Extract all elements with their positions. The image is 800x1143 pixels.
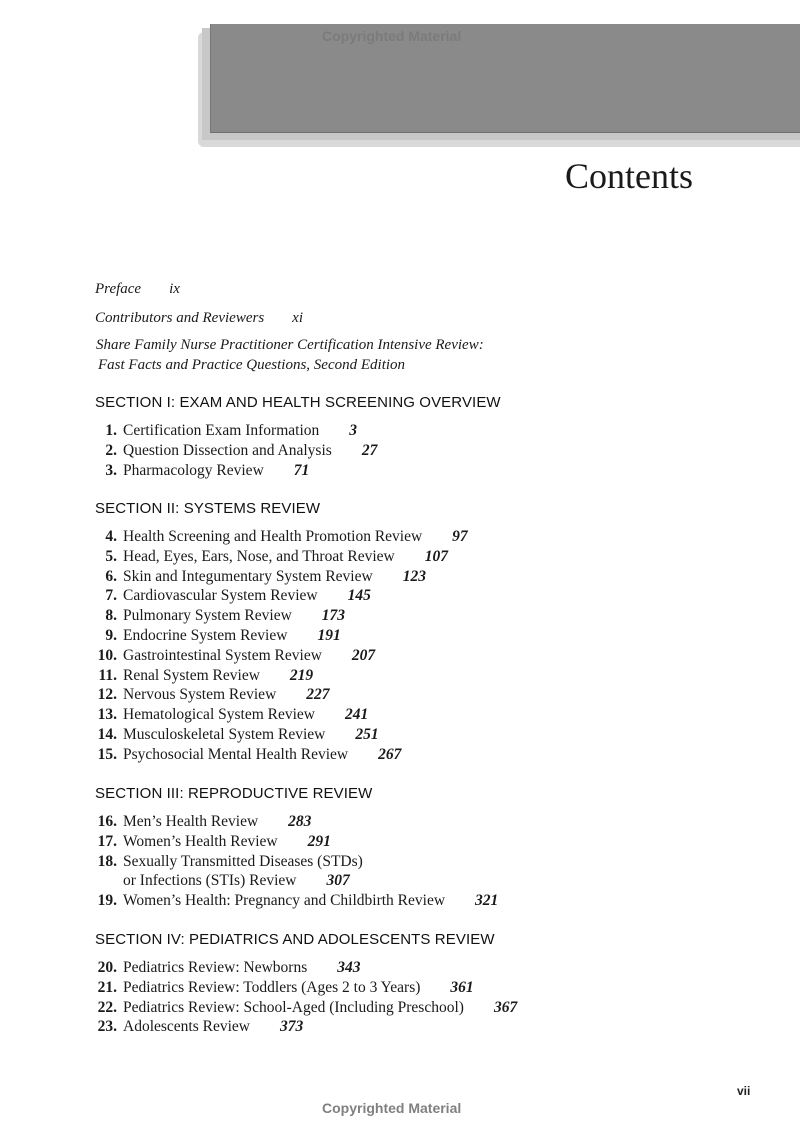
chapter-page: 307 (326, 872, 350, 890)
chapter-entry[interactable] (95, 745, 468, 765)
chapter-entry[interactable] (95, 606, 468, 626)
chapter-title: Sexually Transmitted Diseases (STDs) (123, 852, 363, 870)
chapter-entry[interactable] (95, 832, 498, 852)
chapter-entry[interactable] (95, 852, 498, 872)
chapter-entry[interactable] (95, 441, 377, 461)
chapter-title: Pediatrics Review: Newborns (123, 959, 308, 976)
chapter-entry[interactable] (95, 567, 468, 587)
chapter-title: Head, Eyes, Ears, Nose, and Throat Review (123, 547, 395, 565)
chapter-entry[interactable] (95, 646, 468, 666)
chapter-page: 241 (345, 706, 369, 724)
chapter-page: 283 (288, 813, 312, 830)
chapter-entry[interactable] (95, 998, 517, 1018)
page-title: Contents (565, 156, 694, 196)
chapter-title: Psychosocial Mental Health Review (123, 745, 349, 763)
chapter-entry[interactable] (95, 725, 468, 745)
chapter-title: Hematological System Review (123, 706, 315, 724)
book-title-line1: Share Family Nurse Practitioner Certification Intensive Review: (96, 337, 484, 353)
chapter-entry-continued[interactable] (95, 871, 498, 891)
watermark-top: Copyrighted Material (322, 28, 462, 44)
chapter-entry[interactable] (95, 626, 468, 646)
chapter-title-continued: or Infections (STIs) Review (123, 872, 297, 890)
chapter-number: 6. (105, 567, 117, 585)
chapter-page: 71 (293, 461, 310, 479)
chapter-title: Gastrointestinal System Review (123, 646, 322, 664)
chapter-entry[interactable] (95, 812, 498, 832)
chapter-page: 191 (317, 626, 341, 644)
chapter-number: 13. (97, 706, 117, 724)
chapter-page: 207 (351, 646, 376, 664)
chapter-number: 15. (97, 745, 117, 763)
chapter-title: Adolescents Review (123, 1018, 250, 1036)
chapter-entry[interactable] (95, 1017, 517, 1037)
front-matter-label: Preface (95, 281, 142, 297)
section-heading: SECTION I: EXAM AND HEALTH SCREENING OVERVIEW (95, 394, 501, 411)
chapter-number: 21. (97, 978, 117, 996)
chapter-entry[interactable] (95, 685, 468, 705)
chapter-title: Renal System Review (123, 666, 260, 684)
watermark-bottom: Copyrighted Material (322, 1100, 462, 1116)
chapter-title: Pharmacology Review (123, 461, 264, 479)
chapter-page: 343 (337, 959, 361, 976)
chapter-number: 10. (97, 646, 117, 664)
chapter-title: Health Screening and Health Promotion Review (123, 528, 423, 545)
chapter-number: 16. (97, 813, 117, 830)
chapter-number: 18. (97, 852, 117, 870)
chapter-page: 97 (452, 528, 468, 545)
chapter-title: Women’s Health: Pregnancy and Childbirth Review (123, 892, 446, 910)
chapter-title: Certification Exam Information (123, 422, 320, 439)
chapter-list (95, 421, 377, 480)
chapter-list (95, 527, 468, 765)
chapter-page: 267 (378, 745, 402, 763)
chapter-title: Question Dissection and Analysis (123, 441, 332, 459)
chapter-number: 12. (97, 686, 117, 704)
chapter-number: 8. (105, 607, 117, 625)
chapter-title: Pediatrics Review: School-Aged (Including Preschool) (123, 998, 464, 1016)
chapter-page: 3 (349, 422, 358, 439)
chapter-page: 219 (289, 666, 314, 684)
chapter-entry[interactable] (95, 586, 468, 606)
chapter-page: 367 (493, 998, 518, 1016)
chapter-title: Skin and Integumentary System Review (123, 567, 373, 585)
chapter-number: 20. (97, 959, 117, 976)
chapter-title: Cardiovascular System Review (123, 587, 318, 605)
chapter-page: 27 (361, 441, 378, 459)
chapter-page: 321 (475, 892, 499, 910)
chapter-page: 173 (321, 607, 346, 625)
chapter-list (95, 812, 498, 911)
book-title-entry[interactable] (96, 335, 484, 375)
chapter-page: 251 (355, 725, 379, 743)
chapter-page: 107 (424, 547, 448, 565)
chapter-number: 9. (105, 626, 117, 644)
chapter-number: 4. (105, 528, 117, 545)
chapter-number: 3. (105, 461, 117, 479)
chapter-entry[interactable] (95, 547, 468, 567)
chapter-title: Nervous System Review (123, 686, 277, 704)
chapter-number: 7. (105, 587, 117, 605)
chapter-title: Women’s Health Review (123, 832, 278, 850)
chapter-number: 14. (97, 725, 117, 743)
front-matter-label: Contributors and Reviewers (95, 310, 265, 326)
chapter-title: Musculoskeletal System Review (123, 725, 326, 743)
front-matter-page: ix (169, 281, 180, 297)
header-banner (210, 24, 800, 133)
chapter-title: Pulmonary System Review (123, 607, 292, 625)
chapter-page: 361 (450, 978, 474, 996)
front-matter-contributors[interactable] (95, 310, 303, 327)
chapter-entry[interactable] (95, 461, 377, 481)
front-matter-page: xi (292, 310, 303, 326)
chapter-number: 19. (97, 892, 117, 910)
chapter-entry[interactable] (95, 666, 468, 686)
chapter-page: 373 (279, 1018, 304, 1036)
chapter-title: Men’s Health Review (123, 813, 259, 830)
chapter-page: 227 (306, 686, 330, 704)
page-number: vii (737, 1084, 751, 1098)
chapter-list (95, 958, 517, 1037)
chapter-number: 17. (97, 832, 117, 850)
chapter-number: 5. (105, 547, 117, 565)
book-title-line2: Fast Facts and Practice Questions, Second Edition (98, 357, 406, 373)
chapter-number: 2. (105, 441, 117, 459)
chapter-number: 23. (97, 1018, 117, 1036)
chapter-number: 11. (98, 666, 117, 684)
chapter-title: Endocrine System Review (123, 626, 288, 644)
section-heading: SECTION II: SYSTEMS REVIEW (95, 500, 321, 517)
chapter-number: 22. (97, 998, 117, 1016)
chapter-entry[interactable] (95, 421, 377, 441)
chapter-number: 1. (105, 422, 117, 439)
section-heading: SECTION IV: PEDIATRICS AND ADOLESCENTS REVIEW (95, 931, 495, 948)
chapter-entry[interactable] (95, 978, 517, 998)
chapter-entry[interactable] (95, 705, 468, 725)
front-matter-preface[interactable] (95, 281, 180, 298)
chapter-page: 145 (347, 587, 371, 605)
chapter-page: 291 (307, 832, 331, 850)
section-heading: SECTION III: REPRODUCTIVE REVIEW (95, 785, 373, 802)
chapter-page: 123 (402, 567, 426, 585)
chapter-entry[interactable] (95, 891, 498, 911)
chapter-title: Pediatrics Review: Toddlers (Ages 2 to 3 Years) (123, 978, 421, 996)
chapter-entry[interactable] (95, 527, 468, 547)
chapter-entry[interactable] (95, 958, 517, 978)
